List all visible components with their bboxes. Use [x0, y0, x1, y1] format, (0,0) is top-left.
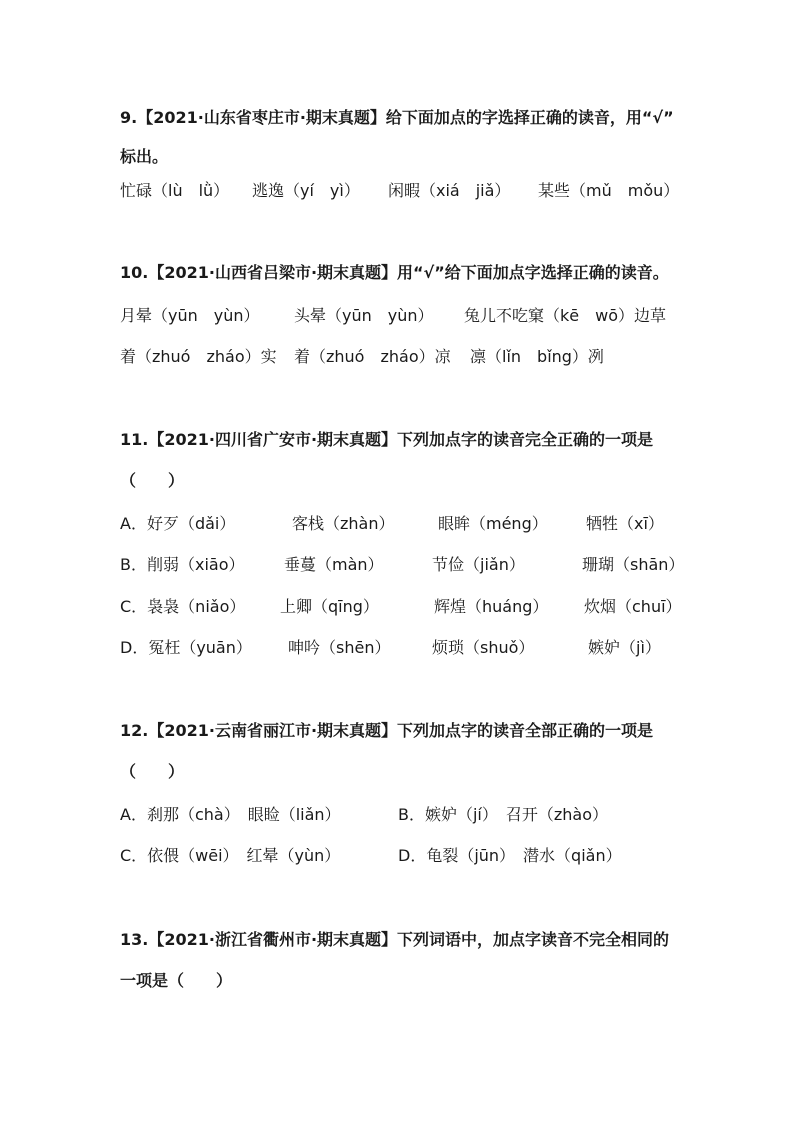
pinyin-item: 嫉妒（jì）	[588, 638, 661, 657]
pinyin-item: B．削弱（xiāo）	[120, 555, 245, 574]
pinyin-item: 闲暇（xiá jiǎ）	[388, 181, 511, 200]
pinyin-item: 牺牲（xī）	[586, 514, 664, 533]
question-9-stem-line2: 标出。	[120, 147, 169, 166]
question-13-stem-line2: 一项是（ ）	[120, 971, 233, 990]
pinyin-item: 炊烟（chuī）	[584, 597, 682, 616]
pinyin-item: D．龟裂（jūn） 潜水（qiǎn）	[398, 846, 622, 865]
pinyin-item: 凛（lǐn bǐng）冽	[470, 347, 604, 366]
pinyin-item: A．好歹（dǎi）	[120, 514, 236, 533]
question-9-stem-line1: 9.【2021·山东省枣庄市·期末真题】给下面加点的字选择正确的读音，用“√”	[120, 108, 674, 127]
pinyin-item: 逃逸（yí yì）	[252, 181, 360, 200]
pinyin-item: 上卿（qīng）	[280, 597, 379, 616]
pinyin-item: 呻吟（shēn）	[288, 638, 391, 657]
question-12-stem-line1: 12.【2021·云南省丽江市·期末真题】下列加点字的读音全部正确的一项是	[120, 721, 654, 740]
pinyin-item: 客栈（zhàn）	[292, 514, 395, 533]
pinyin-item: 着（zhuó zháo）凉	[294, 347, 451, 366]
pinyin-item: C．袅袅（niǎo）	[120, 597, 246, 616]
pinyin-item: 节俭（jiǎn）	[432, 555, 525, 574]
pinyin-item: 辉煌（huáng）	[434, 597, 549, 616]
pinyin-item: 兔儿不吃窠（kē wō）边草	[464, 306, 666, 325]
pinyin-item: 某些（mǔ mǒu）	[538, 181, 680, 200]
pinyin-item: 眼眸（méng）	[438, 514, 548, 533]
question-10-stem-line1: 10.【2021·山西省吕梁市·期末真题】用“√”给下面加点字选择正确的读音。	[120, 263, 669, 282]
pinyin-item: A．刹那（chà） 眼睑（liǎn）	[120, 805, 341, 824]
pinyin-item: 珊瑚（shān）	[582, 555, 685, 574]
question-11-stem-line1: 11.【2021·四川省广安市·期末真题】下列加点字的读音完全正确的一项是	[120, 430, 654, 449]
question-11-answer-blank: （ ）	[120, 471, 185, 490]
question-12-answer-blank: （ ）	[120, 762, 185, 781]
pinyin-item: 忙碌（lù lǜ）	[120, 181, 230, 200]
pinyin-item: D．冤枉（yuān）	[120, 638, 252, 657]
pinyin-item: 月晕（yūn yùn）	[120, 306, 260, 325]
pinyin-item: 烦琐（shuǒ）	[432, 638, 535, 657]
pinyin-item: C．依偎（wēi） 红晕（yùn）	[120, 846, 341, 865]
pinyin-item: B．嫉妒（jí） 召开（zhào）	[398, 805, 609, 824]
pinyin-item: 着（zhuó zháo）实	[120, 347, 277, 366]
pinyin-item: 头晕（yūn yùn）	[294, 306, 434, 325]
pinyin-item: 垂蔓（màn）	[284, 555, 384, 574]
question-13-stem-line1: 13.【2021·浙江省衢州市·期末真题】下列词语中，加点字读音不完全相同的	[120, 930, 670, 949]
